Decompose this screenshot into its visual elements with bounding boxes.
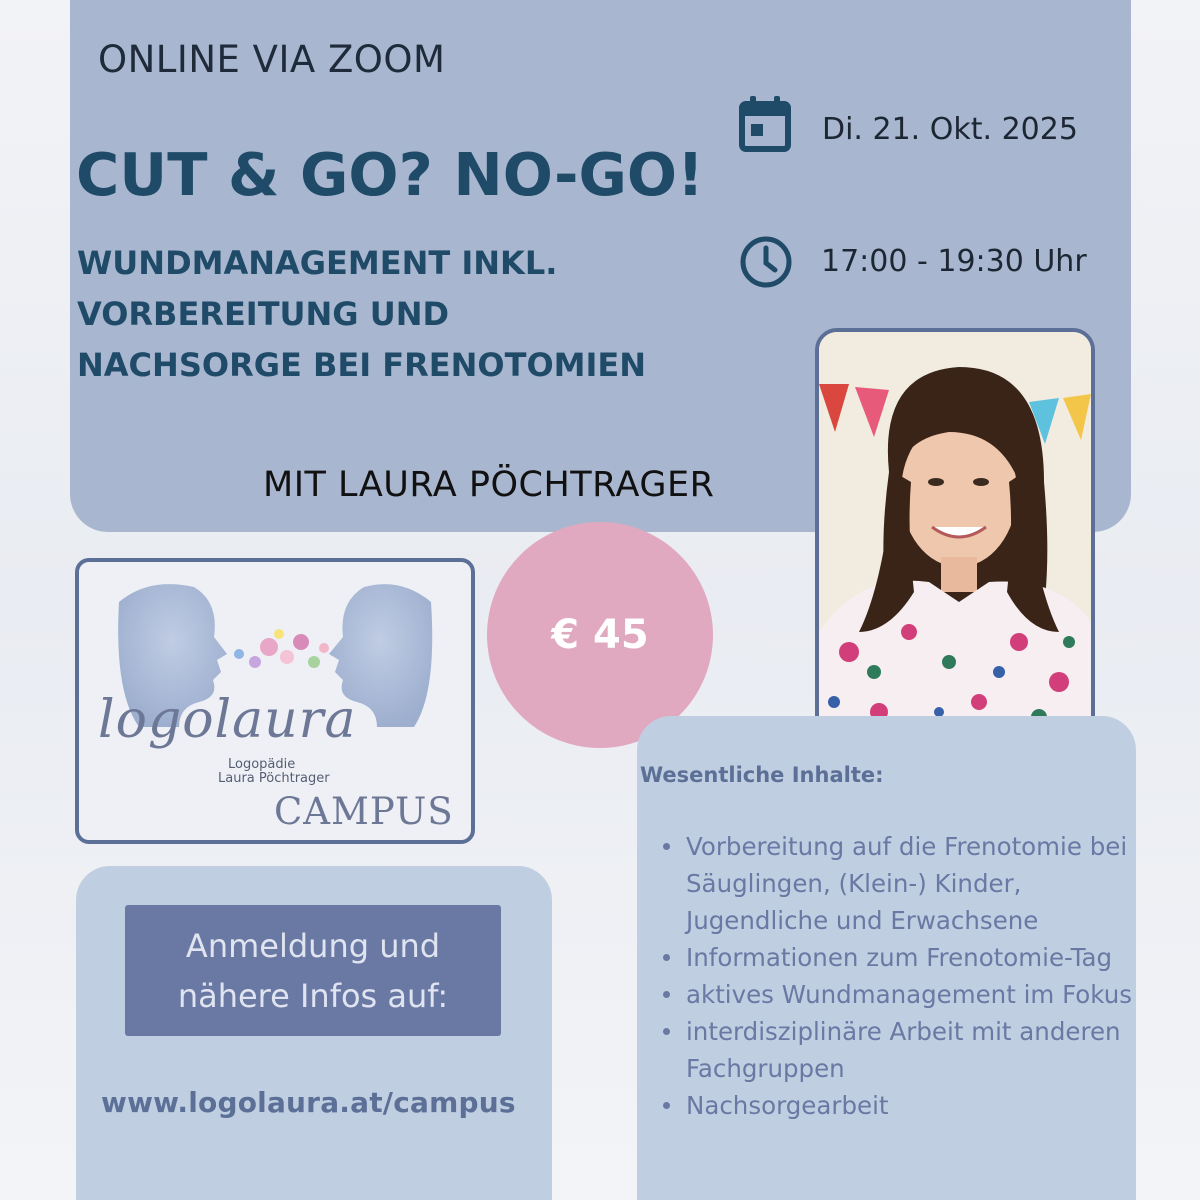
event-subtitle xyxy=(77,238,737,391)
logo-subtitle: Logopädie xyxy=(228,757,296,772)
registration-line: Anmeldung und xyxy=(185,926,441,965)
content-list xyxy=(663,828,1135,1124)
subtitle-line: NACHSORGE BEI FRENOTOMIEN xyxy=(77,346,647,384)
registration-line: nähere Infos auf: xyxy=(177,976,449,1015)
registration-url[interactable]: www.logolaura.at/campus xyxy=(101,1086,516,1119)
event-mode: ONLINE VIA ZOOM xyxy=(98,38,446,81)
clock-icon xyxy=(739,235,793,289)
list-item: Nachsorgearbeit xyxy=(663,1087,1135,1124)
subtitle-line: WUNDMANAGEMENT INKL. xyxy=(77,244,558,282)
list-item: Vorbereitung auf die Frenotomie bei Säuglingen, (Klein-) Kinder, Jugendliche und Erwachsene xyxy=(663,828,1135,939)
calendar-icon xyxy=(738,95,792,153)
content-heading: Wesentliche Inhalte: xyxy=(640,763,884,787)
registration-box xyxy=(125,905,501,1036)
speaker-name: MIT LAURA PÖCHTRAGER xyxy=(263,465,715,505)
list-item: aktives Wundmanagement im Fokus xyxy=(663,976,1135,1013)
list-item: Informationen zum Frenotomie-Tag xyxy=(663,939,1135,976)
logo-campus: CAMPUS xyxy=(274,790,454,833)
logo-wordmark: logolaura xyxy=(98,690,357,750)
event-time: 17:00 - 19:30 Uhr xyxy=(821,244,1087,279)
subtitle-line: VORBEREITUNG UND xyxy=(77,295,450,333)
logo-subtitle: Laura Pöchtrager xyxy=(218,771,330,786)
price-badge: € 45 xyxy=(487,522,713,748)
speaker-photo xyxy=(815,328,1095,746)
event-date: Di. 21. Okt. 2025 xyxy=(822,112,1078,147)
list-item: interdisziplinäre Arbeit mit anderen Fachgruppen xyxy=(663,1013,1135,1087)
event-title: CUT & GO? NO-GO! xyxy=(76,140,704,209)
